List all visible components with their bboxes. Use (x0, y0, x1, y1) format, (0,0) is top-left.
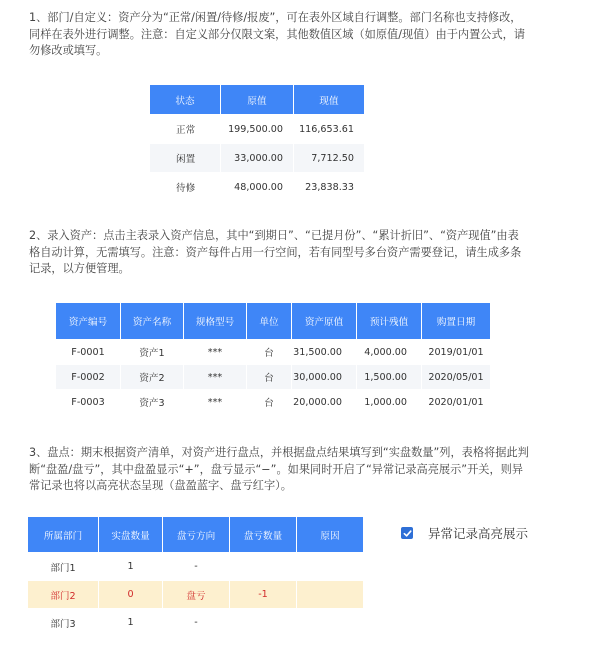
table-cell[interactable]: 部门2 (28, 581, 99, 609)
table-cell[interactable]: 1,000.00 (357, 390, 422, 415)
table-cell[interactable]: 1,500.00 (357, 365, 422, 390)
column-header: 单位 (247, 303, 292, 340)
table-cell[interactable]: *** (184, 365, 247, 390)
table-cell[interactable]: 台 (247, 390, 292, 415)
table-cell[interactable]: F-0003 (56, 390, 121, 415)
table-cell[interactable]: 部门1 (28, 553, 99, 581)
column-header: 预计残值 (357, 303, 422, 340)
table-row (56, 365, 491, 390)
table-cell[interactable]: 0 (99, 581, 163, 609)
table-row (150, 173, 365, 202)
column-header: 现值 (294, 85, 365, 115)
column-header: 盘亏方向 (163, 517, 230, 553)
inventory-count-table (27, 516, 364, 637)
table-row (28, 553, 364, 581)
highlight-toggle-checkbox[interactable] (401, 527, 413, 539)
instruction-paragraph-1: 1、部门/自定义：资产分为“正常/闲置/待修/报废”，可在表外区域自行调整。部门名称也支持修改，同样在表外进行调整。注意：自定义部分仅限文案，其他数值区域（如原值/现值）由于内置公式，请勿修改或填写。 (29, 11, 526, 57)
table-cell[interactable]: 待修 (150, 173, 221, 202)
column-header: 资产原值 (292, 303, 357, 340)
table-cell[interactable]: 199,500.00 (221, 115, 294, 144)
table-cell[interactable]: 部门3 (28, 609, 99, 637)
table-cell[interactable]: - (163, 609, 230, 637)
instruction-paragraph-2: 2、录入资产：点击主表录入资产信息，其中“到期日”、“已提月份”、“累计折旧”、“资产现值”由表格自动计算，无需填写。注意：资产每件占用一行空间，若有同型号多台资产需要登记，请生成多条记录，以方便管理。 (29, 229, 522, 275)
table-row (56, 340, 491, 365)
table-cell[interactable]: F-0002 (56, 365, 121, 390)
table-cell[interactable]: 台 (247, 365, 292, 390)
table-cell[interactable]: 23,838.33 (294, 173, 365, 202)
table-cell[interactable]: 正常 (150, 115, 221, 144)
table-cell[interactable]: 1 (99, 609, 163, 637)
status-table (149, 84, 365, 202)
table-cell[interactable]: 2019/01/01 (422, 340, 491, 365)
table-cell[interactable]: 资产2 (121, 365, 184, 390)
table-cell[interactable]: 1 (99, 553, 163, 581)
table-cell[interactable]: 4,000.00 (357, 340, 422, 365)
table-cell[interactable]: 20,000.00 (292, 390, 357, 415)
highlight-toggle-label[interactable]: 异常记录高亮展示 (428, 526, 529, 541)
table-cell[interactable]: -1 (230, 581, 297, 609)
table-cell[interactable]: 闲置 (150, 144, 221, 173)
table-cell[interactable]: 48,000.00 (221, 173, 294, 202)
table-cell[interactable]: 30,000.00 (292, 365, 357, 390)
table-cell[interactable] (230, 609, 297, 637)
table-cell[interactable]: 116,653.61 (294, 115, 365, 144)
instruction-paragraph-3: 3、盘点：期末根据资产清单，对资产进行盘点，并根据盘点结果填写到“实盘数量”列，表格将据此判断“盘盈/盘亏”，其中盘盈显示“+”，盘亏显示“−”。如果同时开启了“异常记录高亮展示”开关，则异常记录也将以高亮状态呈现（盘盈蓝字、盘亏红字）。 (29, 446, 529, 492)
table-cell[interactable]: 2020/01/01 (422, 390, 491, 415)
column-header: 盘亏数量 (230, 517, 297, 553)
table-row (150, 115, 365, 144)
column-header: 资产名称 (121, 303, 184, 340)
column-header: 原值 (221, 85, 294, 115)
table-cell[interactable] (297, 553, 364, 581)
table-cell[interactable]: *** (184, 340, 247, 365)
table-cell[interactable]: 31,500.00 (292, 340, 357, 365)
table-cell[interactable]: 7,712.50 (294, 144, 365, 173)
table-row (28, 609, 364, 637)
table-cell[interactable] (230, 553, 297, 581)
table-cell[interactable]: *** (184, 390, 247, 415)
table-row (150, 144, 365, 173)
column-header: 购置日期 (422, 303, 491, 340)
table-row-highlighted (28, 581, 364, 609)
column-header: 原因 (297, 517, 364, 553)
column-header: 状态 (150, 85, 221, 115)
table-row (56, 390, 491, 415)
column-header: 实盘数量 (99, 517, 163, 553)
asset-table (55, 302, 491, 415)
column-header: 规格型号 (184, 303, 247, 340)
table-cell[interactable]: 资产3 (121, 390, 184, 415)
table-cell[interactable]: 2020/05/01 (422, 365, 491, 390)
checkmark-icon (403, 529, 412, 538)
table-cell[interactable]: - (163, 553, 230, 581)
table-cell[interactable]: 台 (247, 340, 292, 365)
table-cell[interactable] (297, 609, 364, 637)
table-cell[interactable] (297, 581, 364, 609)
table-cell[interactable]: 33,000.00 (221, 144, 294, 173)
table-cell[interactable]: 盘亏 (163, 581, 230, 609)
column-header: 资产编号 (56, 303, 121, 340)
table-cell[interactable]: 资产1 (121, 340, 184, 365)
table-cell[interactable]: F-0001 (56, 340, 121, 365)
column-header: 所属部门 (28, 517, 99, 553)
